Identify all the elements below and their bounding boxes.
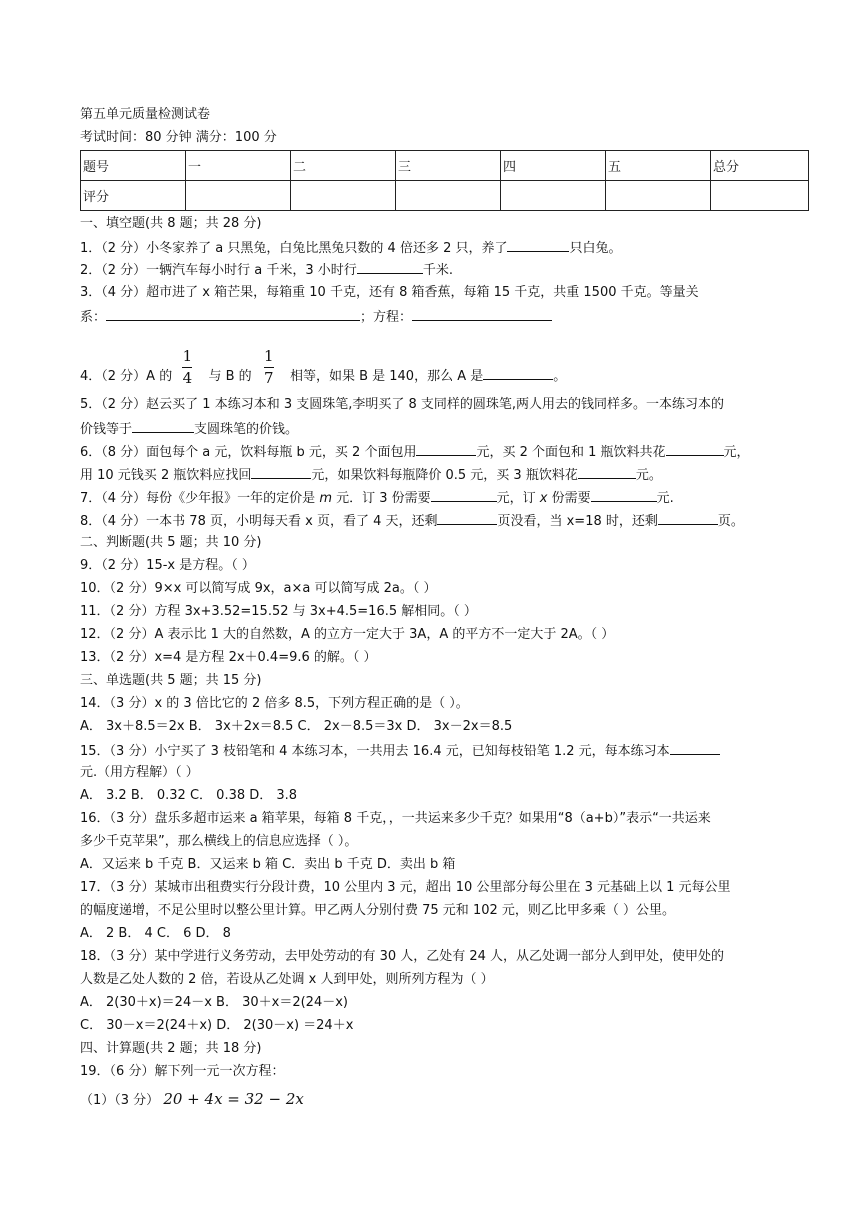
question-11: 11．（2 分）方程 3x+3.52=15.52 与 3x+4.5=16.5 解相同。（ ） (80, 604, 477, 619)
answer-blank[interactable] (251, 465, 311, 479)
fraction-denominator: 7 (264, 368, 274, 387)
question-text: 1．（2 分）小冬家养了 a 只黑兔，白兔比黑兔只数的 4 倍还多 2 只，养了 (80, 241, 508, 256)
question-5-cont (80, 419, 298, 439)
question-text: 与 B 的 (208, 369, 252, 384)
question-10: 10．（2 分）9×x 可以简写成 9x，a×a 可以简写成 2a。（ ） (80, 581, 437, 596)
answer-blank[interactable] (670, 741, 720, 755)
question-8 (80, 511, 744, 531)
question-5 (80, 396, 724, 414)
question-text: 4．（2 分）A 的 (80, 369, 173, 384)
answer-blank[interactable] (591, 488, 657, 502)
question-19-part-1 (80, 1090, 304, 1110)
question-text: 元。 (635, 468, 662, 483)
question-text: 7．（4 分）每份《少年报》一年的定价是 (80, 491, 320, 506)
question-18-options-cd[interactable]: C． 30－x＝2(24＋x) D． 2(30－x) ＝24＋x (80, 1018, 354, 1033)
score-cell-empty (606, 181, 711, 211)
answer-blank[interactable] (578, 465, 636, 479)
question-18-cont: 人数是乙处人数的 2 倍，若设从乙处调 x 人到甲处，则所列方程为（ ） (80, 972, 494, 987)
question-text: 元，订 (496, 491, 540, 506)
score-table-score-row (81, 181, 809, 211)
question-text: 页没看，当 x=18 时，还剩 (497, 514, 658, 529)
question-text: 15．（3 分）小宁买了 3 枝铅笔和 4 本练习本，一共用去 16.4 元，已知每枝铅笔 1.2 元，每本练习本 (80, 744, 670, 759)
answer-blank[interactable] (412, 307, 552, 321)
question-9: 9．（2 分）15-x 是方程。（ ） (80, 558, 255, 573)
question-text: 3．（4 分）超市进了 x 箱芒果，每箱重 10 千克，还有 8 箱香蕉，每箱 15 千克，共重 1500 千克。等量关 (80, 285, 699, 300)
question-text: 元．订 3 份需要 (331, 491, 431, 506)
question-14-options[interactable]: A． 3x＋8.5＝2x B． 3x＋2x＝8.5 C． 2x－8.5＝3x D． 3x－2x＝8.5 (80, 719, 513, 734)
question-text: 元. (656, 491, 674, 506)
score-table (80, 150, 809, 211)
exam-info: 考试时间：80 分钟 满分：100 分 (80, 130, 277, 145)
fraction-numerator: 1 (264, 346, 274, 365)
question-text: 元，如果饮料每瓶降价 0.5 元，买 3 瓶饮料花 (311, 468, 578, 483)
section-heading: 一、填空题(共 8 题；共 28 分) (80, 216, 262, 231)
fraction-bar (264, 367, 274, 368)
answer-blank[interactable] (437, 511, 497, 525)
question-3-cont (80, 307, 552, 327)
answer-blank[interactable] (132, 419, 194, 433)
equation: 20 + 4x = 32 − 2x (163, 1090, 304, 1108)
question-text: 支圆珠笔的价钱。 (194, 422, 299, 437)
question-2 (80, 260, 453, 280)
question-text: 页。 (717, 514, 744, 529)
fraction-numerator: 1 (182, 346, 193, 365)
score-cell: 三 (396, 151, 501, 181)
exam-title: 第五单元质量检测试卷 (80, 107, 211, 122)
question-text: 6．（8 分）面包每个 a 元，饮料每瓶 b 元，买 2 个面包用 (80, 445, 417, 460)
answer-blank[interactable] (357, 260, 423, 274)
question-3 (80, 284, 699, 302)
question-text: 元， (723, 445, 750, 460)
question-6 (80, 442, 750, 462)
answer-blank[interactable] (658, 511, 718, 525)
score-cell: 五 (606, 151, 711, 181)
fraction-bar (182, 367, 192, 368)
score-cell: 四 (501, 151, 606, 181)
section-heading: 四、计算题(共 2 题；共 18 分) (80, 1041, 262, 1056)
question-12: 12．（2 分）A 表示比 1 大的自然数，A 的立方一定大于 3A，A 的平方不一定大于 2A。（ ） (80, 627, 615, 642)
question-16-options[interactable]: A．又运来 b 千克 B．又运来 b 箱 C．卖出 b 千克 D．卖出 b 箱 (80, 857, 456, 872)
question-19: 19．（6 分）解下列一元一次方程： (80, 1064, 285, 1079)
score-cell-empty (501, 181, 606, 211)
question-17: 17．（3 分）某城市出租费实行分段计费，10 公里内 3 元，超出 10 公里部分每公里在 3 元基础上以 1 元每公里 (80, 880, 731, 895)
section-heading: 二、判断题(共 5 题；共 10 分) (80, 535, 262, 550)
question-text: 份需要 (547, 491, 591, 506)
question-text: 价钱等于 (80, 422, 133, 437)
variable-m: m (319, 491, 332, 506)
answer-blank[interactable] (666, 442, 724, 456)
question-15-options[interactable]: A． 3.2 B． 0.32 C． 0.38 D． 3.8 (80, 788, 298, 803)
question-text: 2．（2 分）一辆汽车每小时行 a 千米，3 小时行 (80, 263, 357, 278)
question-13: 13．（2 分）x=4 是方程 2x＋0.4=9.6 的解。（ ） (80, 650, 377, 665)
fraction-denominator: 4 (182, 368, 193, 387)
question-6-cont (80, 465, 662, 485)
score-table-header-row (81, 151, 809, 181)
question-text: 元，买 2 个面包和 1 瓶饮料共花 (476, 445, 666, 460)
question-text: 系： (80, 310, 107, 325)
variable-x: x (539, 491, 548, 506)
question-16-cont: 多少千克苹果”，那么横线上的信息应选择（ ）。 (80, 834, 358, 849)
question-1 (80, 238, 622, 258)
score-cell-empty (186, 181, 291, 211)
score-cell: 一 (186, 151, 291, 181)
score-cell-empty (291, 181, 396, 211)
question-17-options[interactable]: A． 2 B． 4 C． 6 D． 8 (80, 926, 231, 941)
question-15 (80, 741, 720, 761)
score-cell-empty (396, 181, 501, 211)
question-text: 5．（2 分）赵云买了 1 本练习本和 3 支圆珠笔,李明买了 8 支同样的圆珠笔,两人用去的钱同样多。一本练习本的 (80, 397, 725, 412)
answer-blank[interactable] (106, 307, 360, 321)
score-cell: 总分 (711, 151, 809, 181)
question-text: 8．（4 分）一本书 78 页，小明每天看 x 页，看了 4 天，还剩 (80, 514, 438, 529)
section-heading: 三、单选题(共 5 题；共 15 分) (80, 673, 262, 688)
question-text: 相等，如果 B 是 140，那么 A 是 (289, 369, 484, 384)
question-text: 千米. (422, 263, 453, 278)
answer-blank[interactable] (416, 442, 476, 456)
answer-blank[interactable] (507, 238, 569, 252)
question-text: 用 10 元钱买 2 瓶饮料应找回 (80, 468, 252, 483)
answer-blank[interactable] (483, 366, 553, 380)
answer-blank[interactable] (431, 488, 497, 502)
question-text: 只白兔。 (569, 241, 622, 256)
score-cell: 评分 (81, 181, 186, 211)
score-cell: 题号 (81, 151, 186, 181)
question-15-cont: 元.（用方程解）（ ） (80, 765, 199, 780)
question-text: （1）（3 分） (80, 1093, 160, 1108)
question-7 (80, 488, 674, 508)
question-text: ；方程： (360, 310, 413, 325)
question-17-cont: 的幅度递增，不足公里时以整公里计算。甲乙两人分别付费 75 元和 102 元，则乙比甲多乘（ ）公里。 (80, 903, 676, 918)
question-4 (80, 346, 567, 387)
question-14: 14．（3 分）x 的 3 倍比它的 2 倍多 8.5，下列方程正确的是（ ）。 (80, 696, 469, 711)
score-cell-empty (711, 181, 809, 211)
question-18: 18．（3 分）某中学进行义务劳动，去甲处劳动的有 30 人，乙处有 24 人，从乙处调一部分人到甲处，使甲处的 (80, 949, 725, 964)
question-18-options-ab[interactable]: A． 2(30＋x)＝24－x B． 30＋x＝2(24－x) (80, 995, 348, 1010)
question-text: 。 (553, 369, 567, 384)
score-cell: 二 (291, 151, 396, 181)
question-16: 16．（3 分）盘乐多超市运来 a 箱苹果，每箱 8 千克，，一共运来多少千克？如果用“8（a+b）”表示“一共运来 (80, 811, 711, 826)
